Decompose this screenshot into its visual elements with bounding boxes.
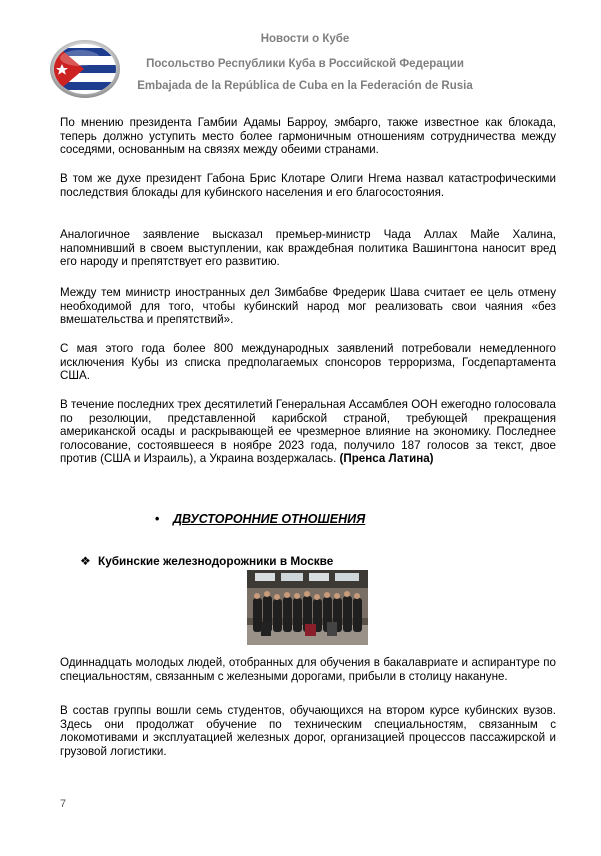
subsection-title: Кубинские железнодорожники в Москве xyxy=(98,554,334,568)
embassy-name-ru: Посольство Республики Куба в Российской Федерации xyxy=(146,58,464,70)
section-title: ДВУСТОРОННИЕ ОТНОШЕНИЯ xyxy=(173,512,366,526)
paragraph-gabon: В том же духе президент Габона Брис Клотаре Олиги Нгема назвал катастрофическими последствия блокады для кубинского населения и его благосостояния. xyxy=(60,172,556,199)
page-number: 7 xyxy=(60,798,67,810)
paragraph-terror-list: С мая этого года более 800 международных заявлений потребовали немедленного исключения Кубы из списка предполагаемых спонсоров терроризма, Госдепартамента США. xyxy=(60,342,556,383)
paragraph-railway-students: В состав группы вошли семь студентов, обучающихся на втором курсе кубинских вузов. Здесь они продолжат обучение по техническим специальностям, связанным с локомотивами и эксплуатацией железных дорог, организацией процессов пассажирской и грузовой логистики. xyxy=(60,704,556,758)
paragraph-un-vote xyxy=(60,398,556,466)
subsection-heading xyxy=(80,554,333,568)
paragraph-zimbabwe: Между тем министр иностранных дел Зимбабве Фредерик Шава считает ее цель отмену необходимой для того, чтобы кубинский народ мог реализовать свои чаяния «без вмешательства и препятствий». xyxy=(60,286,556,327)
cuba-flag-emblem-icon xyxy=(50,40,120,98)
diamond-bullet-icon: ❖ xyxy=(80,554,91,568)
paragraph-chad: Аналогичное заявление высказал премьер-министр Чада Аллах Майе Халина, напомнивший в своем выступлении, как враждебная политика Вашингтона наносит вред его народу и препятствует его развитию. xyxy=(60,228,556,269)
bullet-icon: • xyxy=(155,512,160,526)
source-credit: (Пренса Латина) xyxy=(339,452,434,466)
paragraph-gambia: По мнению президента Гамбии Адамы Барроу, эмбарго, также известное как блокада, теперь должно уступить место более гармоничным отношениям сотрудничества между соседями, основанным на связях между обеими странами. xyxy=(60,116,556,157)
embassy-name-es: Embajada de la República de Cuba en la Federación de Rusia xyxy=(137,80,473,92)
newsletter-title: Новости о Кубе xyxy=(260,33,350,45)
group-photo xyxy=(247,570,368,645)
paragraph-railway-arrival: Одиннадцать молодых людей, отобранных для обучения в бакалавриате и аспирантуре по специальностям, связанным с железными дорогами, прибыли в столицу накануне. xyxy=(60,656,556,683)
section-heading xyxy=(155,512,365,526)
paragraph-un-vote-text: В течение последних трех десятилетий Генеральная Ассамблея ООН ежегодно голосовала по резолюции, представленной карибской страной, требующей прекращения американской осады и раскрывающей ее чрезмерное влияние на экономику. Последнее голосование, состоявшееся в ноябре 2023 года, получило 187 голосов за текст, двое против (США и Израиль), а Украина воздержалась. xyxy=(60,398,556,466)
